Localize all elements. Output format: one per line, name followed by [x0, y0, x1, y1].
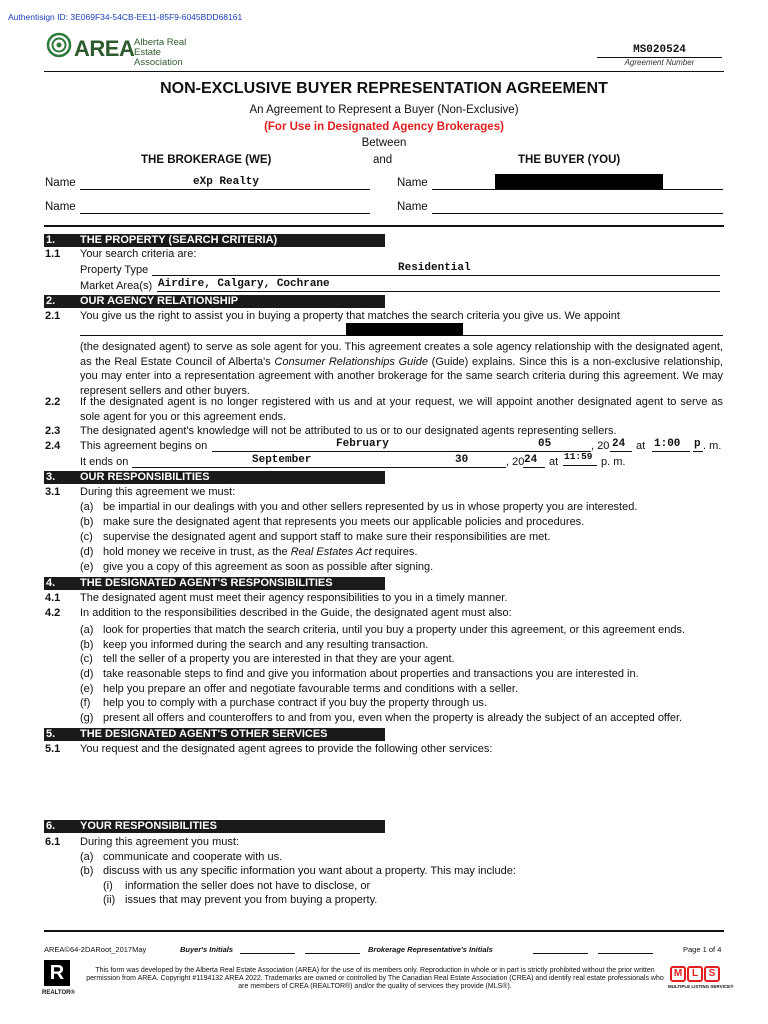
- redacted-buyer-name: [495, 174, 663, 189]
- buyer-name-label-2: Name: [397, 201, 428, 213]
- list-item: look for properties that match the search criteria, until you buy a property under this agreement, or this agreement ends.: [103, 624, 686, 636]
- begins-time: 1:00: [654, 438, 681, 450]
- clause-1-1-num: 1.1: [45, 248, 61, 260]
- subtitle: An Agreement to Represent a Buyer (Non-Exclusive): [249, 104, 519, 116]
- list-item: tell the seller of a property you are interested in that they are your agent.: [103, 653, 455, 665]
- market-area-label: Market Area(s): [80, 280, 153, 292]
- list-item-label: (c): [80, 653, 93, 665]
- brokerage-header: THE BROKERAGE (WE): [141, 154, 272, 166]
- property-type-value: Residential: [398, 262, 471, 274]
- section-3-header: 3. OUR RESPONSIBILITIES: [44, 471, 385, 484]
- page-number: Page 1 of 4: [683, 945, 722, 954]
- mls-s-icon: S: [704, 966, 720, 982]
- market-area-field[interactable]: [157, 278, 720, 292]
- buyer-name-label-1: Name: [397, 177, 428, 189]
- clause-4-1-num: 4.1: [45, 592, 61, 604]
- list-item: discuss with us any specific information you want about a property. This may include:: [103, 865, 516, 877]
- brokerage-name-label-1: Name: [45, 177, 76, 189]
- ends-label: It ends on: [80, 456, 129, 468]
- mls-l-icon: L: [687, 966, 703, 982]
- clause-2-3-num: 2.3: [45, 425, 61, 437]
- list-item: make sure the designated agent that represents you meets our applicable policies and procedures.: [103, 516, 585, 528]
- sub-item-label: (i): [103, 880, 113, 892]
- begins-year-prefix: , 20: [591, 440, 610, 452]
- begins-day: 05: [538, 438, 552, 450]
- agreement-number-label: Agreement Number: [624, 58, 695, 67]
- realtor-label: REALTOR®: [42, 990, 75, 996]
- buyer-initials-field-2[interactable]: [305, 953, 360, 954]
- clause-2-1-num: 2.1: [45, 310, 61, 322]
- ends-month: September: [252, 454, 312, 466]
- clause-2-2-num: 2.2: [45, 396, 61, 408]
- logo-wordmark: AREA: [74, 36, 135, 61]
- property-type-label: Property Type: [80, 264, 149, 276]
- begins-at: at: [636, 440, 646, 452]
- list-item-label: (d): [80, 546, 94, 558]
- area-logo: [46, 32, 206, 68]
- section-2-header: 2. OUR AGENCY RELATIONSHIP: [44, 295, 385, 308]
- clause-2-1-line1: You give us the right to assist you in buying a property that matches the search criteria you give us. We appoint: [80, 310, 620, 322]
- begins-date-field[interactable]: [212, 438, 591, 452]
- ends-day: 30: [455, 454, 469, 466]
- agreement-number-value[interactable]: MS020524: [597, 44, 722, 58]
- list-item-label: (b): [80, 516, 94, 528]
- ends-pm: p. m.: [601, 456, 626, 468]
- clause-2-3-text: The designated agent's knowledge will not be attributed to us or to our designated agents representing sellers.: [80, 425, 617, 437]
- designated-agent-field[interactable]: [80, 322, 723, 336]
- section-4-header: 4. THE DESIGNATED AGENT'S RESPONSIBILITIES: [44, 577, 385, 590]
- list-item: supervise the designated agent and support staff to make sure their responsibilities are met.: [103, 531, 551, 543]
- section-divider: [44, 225, 724, 227]
- list-item-label: (e): [80, 683, 94, 695]
- broker-initials-field-2[interactable]: [598, 953, 653, 954]
- begins-m: . m.: [703, 440, 722, 452]
- form-code: AREA©64-2DARoot_2017May: [44, 945, 147, 954]
- begins-time-field[interactable]: [652, 438, 690, 452]
- area-logo-icon: [46, 32, 72, 58]
- ends-year-prefix: , 20: [506, 456, 525, 468]
- page-title: NON-EXCLUSIVE BUYER REPRESENTATION AGREEMENT: [160, 80, 608, 97]
- market-area-value: Airdire, Calgary, Cochrane: [158, 278, 330, 290]
- ends-date-field[interactable]: [132, 454, 506, 468]
- clause-6-1-num: 6.1: [45, 836, 61, 848]
- list-item-label: (a): [80, 851, 94, 863]
- clause-3-1-num: 3.1: [45, 486, 61, 498]
- between-text: Between: [361, 137, 407, 149]
- list-item-label: (g): [80, 712, 94, 724]
- clause-2-1-paragraph: (the designated agent) to serve as sole agent for you. This agreement creates a sole agency relationship with the designated agent, as the Real Estate Council of Alberta's Consumer Relationships Guide (Guide) explains. Since this is a non-exclusive relationship, you may enter into a representation agreement with another brokerage for the same search criteria during this agreement. We may represent sellers and other buyers.: [80, 341, 723, 397]
- list-item-label: (e): [80, 561, 94, 573]
- list-item-label: (a): [80, 501, 94, 513]
- list-item: help you to comply with a purchase contract if you buy the property through us.: [103, 697, 487, 709]
- list-item-label: (d): [80, 668, 94, 680]
- clause-2-2-text: If the designated agent is no longer registered with us and at your request, we will appoint another designated agent to serve as sole agent for you or this agreement ends.: [80, 396, 723, 423]
- section-6-header: 6. YOUR RESPONSIBILITIES: [44, 820, 385, 833]
- buyer-name-field-1[interactable]: [432, 176, 723, 190]
- buyer-name-field-2[interactable]: [432, 200, 723, 214]
- begins-label: This agreement begins on: [80, 440, 208, 452]
- ends-at: at: [549, 456, 559, 468]
- begins-month: February: [336, 438, 389, 450]
- sub-item: information the seller does not have to disclose, or: [125, 880, 371, 892]
- other-services-field[interactable]: [80, 758, 723, 816]
- begins-year-field[interactable]: [610, 438, 632, 452]
- list-item: give you a copy of this agreement as soon as possible after signing.: [103, 561, 434, 573]
- begins-ampm-field[interactable]: [693, 438, 703, 452]
- clause-5-1-text: You request and the designated agent agrees to provide the following other services:: [80, 743, 493, 755]
- buyer-header: THE BUYER (YOU): [518, 154, 621, 166]
- brokerage-name-field-2[interactable]: [80, 200, 370, 214]
- mls-label: MULTIPLE LISTING SERVICE®: [668, 984, 734, 989]
- list-item-label: (a): [80, 624, 94, 636]
- brokerage-name-value: eXp Realty: [193, 176, 260, 188]
- ends-year-field[interactable]: [523, 454, 545, 468]
- clause-6-1-text: During this agreement you must:: [80, 836, 239, 848]
- clause-4-2-num: 4.2: [45, 607, 61, 619]
- clause-3-1-text: During this agreement we must:: [80, 486, 236, 498]
- clause-4-1-text: The designated agent must meet their agency responsibilities to you in a timely manner.: [80, 592, 508, 604]
- realtor-icon: R: [49, 962, 65, 984]
- list-item: hold money we receive in trust, as the Real Estates Act requires.: [103, 546, 418, 558]
- list-item: take reasonable steps to find and give you information about properties and transactions you are interested in.: [103, 668, 639, 680]
- list-item: present all offers and counteroffers to and from you, even when the property is already the subject of an accepted offer.: [103, 712, 683, 724]
- buyer-initials-label: Buyer's Initials: [180, 945, 234, 954]
- subtitle-red: (For Use in Designated Agency Brokerages): [264, 121, 504, 133]
- list-item-label: (b): [80, 639, 94, 651]
- clause-4-2-text: In addition to the responsibilities described in the Guide, the designated agent must also:: [80, 607, 512, 619]
- ends-year: 24: [524, 454, 538, 466]
- clause-2-4-num: 2.4: [45, 440, 61, 452]
- list-item-label: (c): [80, 531, 93, 543]
- list-item-label: (f): [80, 697, 91, 709]
- and-text: and: [373, 154, 393, 166]
- list-item: communicate and cooperate with us.: [103, 851, 283, 863]
- sub-item-label: (ii): [103, 894, 116, 906]
- sub-item: issues that may prevent you from buying a property.: [125, 894, 378, 906]
- broker-initials-field-1[interactable]: [533, 953, 588, 954]
- section-1-header: 1. THE PROPERTY (SEARCH CRITERIA): [44, 234, 385, 247]
- redacted-agent-name: [346, 323, 463, 336]
- list-item: help you prepare an offer and negotiate favourable terms and conditions with a seller.: [103, 683, 519, 695]
- ends-time: 11:59: [564, 451, 593, 462]
- buyer-initials-field-1[interactable]: [240, 953, 295, 954]
- list-item-label: (b): [80, 865, 94, 877]
- clause-1-1-text: Your search criteria are:: [80, 248, 197, 260]
- logo-subtitle: Alberta Real Estate Association: [134, 37, 187, 68]
- header-divider: [44, 71, 724, 72]
- section-5-header: 5. THE DESIGNATED AGENT'S OTHER SERVICES: [44, 728, 385, 741]
- property-type-field[interactable]: [152, 262, 720, 276]
- disclaimer-text: This form was developed by the Alberta Real Estate Association (AREA) for the use of its members only. Reproduction in whole or in part is strictly prohibited without the prior written permission from AREA. Copyright #1194132 AREA 2022. Trademarks are owned or controlled by The Canadian Real Estate Association (CREA) and identify real estate professionals who are members of CREA (REALTOR®) and/or the quality of services they provide (MLS®).: [86, 967, 664, 990]
- list-item: keep you informed during the search and any resulting transaction.: [103, 639, 429, 651]
- brokerage-name-field-1[interactable]: [80, 176, 370, 190]
- begins-year: 24: [612, 438, 626, 450]
- list-item: be impartial in our dealings with you and other sellers represented by us in whose property you are interested.: [103, 501, 638, 513]
- mls-m-icon: M: [670, 966, 686, 982]
- footer-divider: [44, 930, 724, 932]
- authentisign-id: Authentisign ID: 3E069F34-54CB-EE11-85F9-6045BDD68161: [8, 12, 243, 22]
- broker-initials-label: Brokerage Representative's Initials: [368, 945, 493, 954]
- begins-ampm: p: [694, 438, 701, 450]
- ends-time-field[interactable]: [563, 452, 597, 466]
- clause-5-1-num: 5.1: [45, 743, 61, 755]
- brokerage-name-label-2: Name: [45, 201, 76, 213]
